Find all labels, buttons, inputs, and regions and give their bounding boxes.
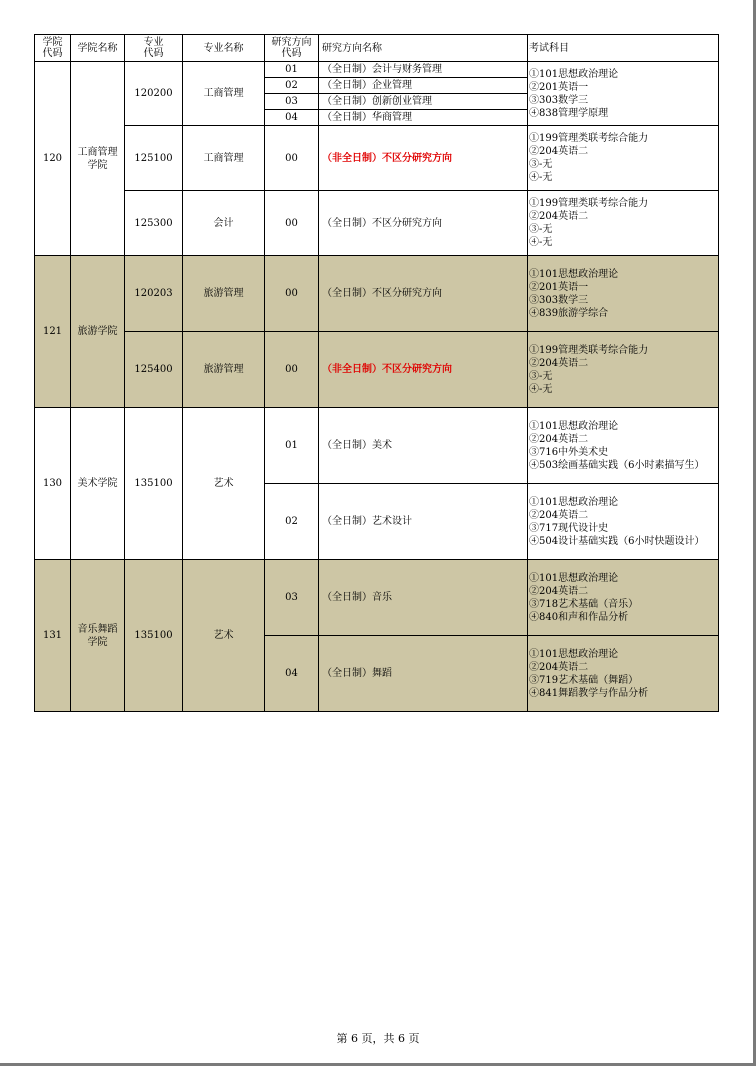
major-code-cell: 135100 xyxy=(125,408,183,560)
direction-name-cell: （全日制）不区分研究方向 xyxy=(319,191,528,256)
direction-code-cell: 04 xyxy=(265,636,319,712)
exam-subject: ③-无 xyxy=(529,224,553,235)
exam-subject: ④503绘画基础实践（6小时素描写生） xyxy=(529,459,705,471)
college-code-cell: 131 xyxy=(35,560,71,712)
direction-name-cell: （全日制）创新创业管理 xyxy=(319,94,528,110)
exam-subjects-cell xyxy=(528,256,719,332)
exam-subject: ①101思想政治理论 xyxy=(529,68,619,80)
college-code-cell: 120 xyxy=(35,62,71,256)
major-name-cell: 艺术 xyxy=(183,408,265,560)
direction-name-cell: （全日制）美术 xyxy=(319,408,528,484)
header-direction-code: 研究方向 代码 xyxy=(265,35,319,62)
direction-code-cell: 00 xyxy=(265,126,319,191)
college-name-cell: 美术学院 xyxy=(71,408,125,560)
college-code-cell: 121 xyxy=(35,256,71,408)
exam-subject: ④-无 xyxy=(529,237,553,248)
direction-code-cell: 01 xyxy=(265,408,319,484)
exam-subjects-cell xyxy=(528,636,719,712)
direction-code-cell: 02 xyxy=(265,484,319,560)
table-row xyxy=(35,126,719,191)
college-name-cell: 工商管理 学院 xyxy=(71,62,125,256)
exam-subject: ②201英语一 xyxy=(529,81,589,93)
direction-name-cell: （非全日制）不区分研究方向 xyxy=(319,126,528,191)
exam-subject: ④504设计基础实践（6小时快题设计） xyxy=(529,535,705,547)
direction-name-cell: （全日制）企业管理 xyxy=(319,78,528,94)
major-code-cell: 120200 xyxy=(125,62,183,126)
direction-code-cell: 04 xyxy=(265,110,319,126)
direction-name-cell: （全日制）舞蹈 xyxy=(319,636,528,712)
table-row xyxy=(35,408,719,484)
direction-name-cell: （全日制）音乐 xyxy=(319,560,528,636)
exam-subject: ②204英语二 xyxy=(529,661,589,673)
exam-subject: ②204英语二 xyxy=(529,585,589,597)
direction-code-cell: 03 xyxy=(265,560,319,636)
exam-subject: ④-无 xyxy=(529,172,553,183)
exam-subject: ①101思想政治理论 xyxy=(529,420,619,432)
college-code-cell: 130 xyxy=(35,408,71,560)
direction-name-cell: （全日制）艺术设计 xyxy=(319,484,528,560)
exam-subject: ②204英语二 xyxy=(529,509,589,521)
table-row xyxy=(35,256,719,332)
college-name-cell: 音乐舞蹈 学院 xyxy=(71,560,125,712)
table-row xyxy=(35,191,719,256)
exam-subject: ③303数学三 xyxy=(529,294,589,306)
header-major-name: 专业名称 xyxy=(183,35,265,62)
direction-code-cell: 02 xyxy=(265,78,319,94)
exam-subject: ②204英语二 xyxy=(529,211,589,222)
exam-subject: ④841舞蹈教学与作品分析 xyxy=(529,687,649,699)
direction-code-cell: 00 xyxy=(265,256,319,332)
exam-subjects-cell xyxy=(528,126,719,191)
exam-subject: ④-无 xyxy=(529,383,553,395)
exam-subjects-cell xyxy=(528,191,719,256)
exam-subject: ②201英语一 xyxy=(529,281,589,293)
major-name-cell: 艺术 xyxy=(183,560,265,712)
exam-subject: ①101思想政治理论 xyxy=(529,572,619,584)
header-major-code: 专业 代码 xyxy=(125,35,183,62)
exam-subjects-cell xyxy=(528,62,719,126)
exam-subject: ①199管理类联考综合能力 xyxy=(529,344,649,356)
exam-subject: ③-无 xyxy=(529,159,553,170)
major-code-cell: 125100 xyxy=(125,126,183,191)
header-direction-name: 研究方向名称 xyxy=(319,35,528,62)
table-row xyxy=(35,62,719,78)
exam-subject: ①101思想政治理论 xyxy=(529,268,619,280)
college-name-cell: 旅游学院 xyxy=(71,256,125,408)
admission-table xyxy=(34,34,719,712)
exam-subject: ④839旅游学综合 xyxy=(529,307,609,319)
exam-subject: ③718艺术基础（音乐） xyxy=(529,598,639,610)
header-college-code: 学院 代码 xyxy=(35,35,71,62)
direction-code-cell: 03 xyxy=(265,94,319,110)
major-name-cell: 旅游管理 xyxy=(183,332,265,408)
exam-subject: ③303数学三 xyxy=(529,94,589,106)
major-code-cell: 125400 xyxy=(125,332,183,408)
direction-name-cell: （全日制）会计与财务管理 xyxy=(319,62,528,78)
exam-subject: ③719艺术基础（舞蹈） xyxy=(529,674,639,686)
exam-subject: ③716中外美术史 xyxy=(529,446,609,458)
exam-subjects-cell xyxy=(528,332,719,408)
exam-subject: ①101思想政治理论 xyxy=(529,496,619,508)
exam-subject: ③-无 xyxy=(529,370,553,382)
exam-subject: ③717现代设计史 xyxy=(529,522,609,534)
exam-subject: ②204英语二 xyxy=(529,433,589,445)
major-name-cell: 工商管理 xyxy=(183,62,265,126)
major-code-cell: 135100 xyxy=(125,560,183,712)
exam-subject: ②204英语二 xyxy=(529,357,589,369)
direction-code-cell: 00 xyxy=(265,191,319,256)
page-number-footer: 第 6 页，共 6 页 xyxy=(336,1032,420,1045)
exam-subject: ②204英语二 xyxy=(529,146,589,157)
direction-name-cell: （非全日制）不区分研究方向 xyxy=(319,332,528,408)
exam-subjects-cell xyxy=(528,408,719,484)
direction-code-cell: 00 xyxy=(265,332,319,408)
major-name-cell: 旅游管理 xyxy=(183,256,265,332)
table-header-row xyxy=(35,35,719,62)
exam-subject: ①199管理类联考综合能力 xyxy=(529,198,649,209)
exam-subjects-cell xyxy=(528,484,719,560)
table-row xyxy=(35,560,719,636)
exam-subject: ④838管理学原理 xyxy=(529,107,609,119)
exam-subject: ①199管理类联考综合能力 xyxy=(529,133,649,144)
major-name-cell: 工商管理 xyxy=(183,126,265,191)
exam-subject: ①101思想政治理论 xyxy=(529,648,619,660)
direction-code-cell: 01 xyxy=(265,62,319,78)
major-name-cell: 会计 xyxy=(183,191,265,256)
major-code-cell: 125300 xyxy=(125,191,183,256)
exam-subjects-cell xyxy=(528,560,719,636)
header-college-name: 学院名称 xyxy=(71,35,125,62)
table-row xyxy=(35,332,719,408)
exam-subject: ④840和声和作品分析 xyxy=(529,611,629,623)
direction-name-cell: （全日制）不区分研究方向 xyxy=(319,256,528,332)
header-exam-subjects: 考试科目 xyxy=(528,35,719,62)
direction-name-cell: （全日制）华商管理 xyxy=(319,110,528,126)
major-code-cell: 120203 xyxy=(125,256,183,332)
